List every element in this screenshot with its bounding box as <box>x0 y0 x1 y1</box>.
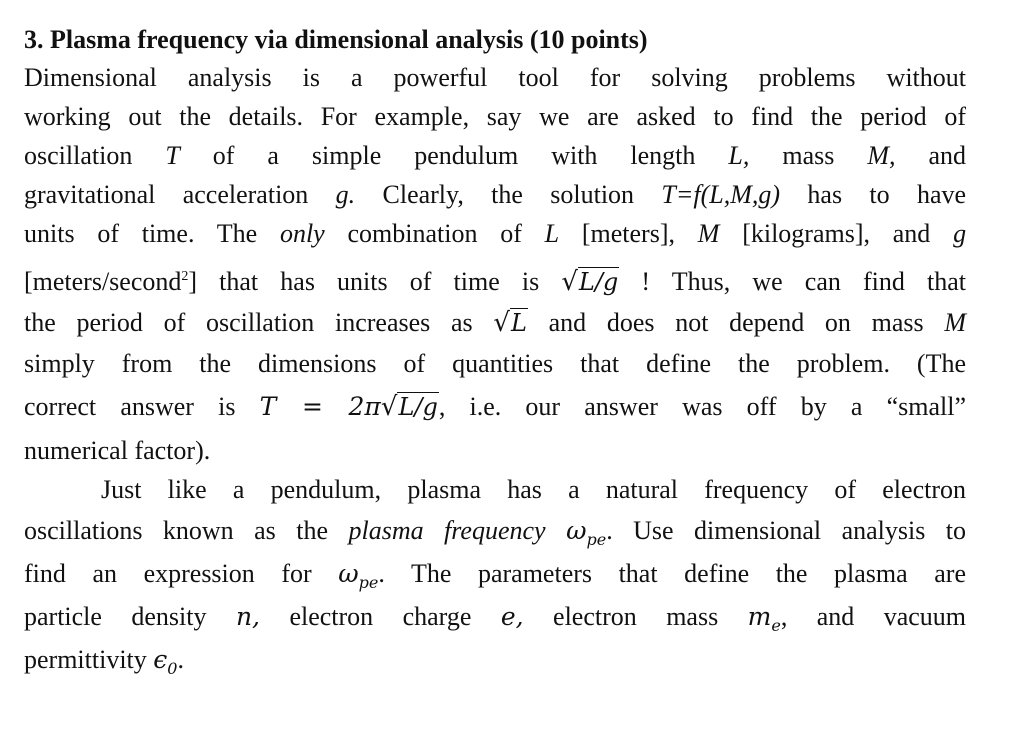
var-T: T <box>165 141 180 170</box>
text: [meters], <box>581 219 675 248</box>
radical-sign-icon: √ <box>493 308 510 338</box>
emphasis-plasma-frequency: plasma frequency <box>348 516 546 545</box>
p1-line-4 <box>24 175 966 214</box>
text: . <box>177 645 184 674</box>
text: correct answer is <box>24 392 236 421</box>
text: electron charge <box>289 602 472 631</box>
p1-line-6 <box>24 253 966 301</box>
text: has to have <box>807 180 967 209</box>
var-g: g <box>953 219 967 248</box>
p1-line-2: working out the details. For example, say we are asked to find the period of <box>24 102 966 131</box>
symbol-omega-pe <box>338 559 379 592</box>
equation <box>260 392 439 421</box>
radical-sign-icon: √ <box>380 392 398 422</box>
text: Clearly, the solution <box>382 180 635 209</box>
text: oscillation <box>24 141 133 170</box>
text <box>24 267 539 296</box>
p2-line-1: Just like a pendulum, plasma has a natural frequency of electron <box>101 475 966 504</box>
radicand: L/g <box>578 268 619 296</box>
paragraph-1 <box>24 58 966 470</box>
text: , i.e. our answer was off by a “small” <box>438 392 966 421</box>
radicand: L/g <box>398 393 438 421</box>
var-M: M <box>697 219 720 248</box>
text: combination of <box>347 219 522 248</box>
sqrt-l-over-g <box>381 383 439 431</box>
text: electron mass <box>553 602 719 631</box>
p1-line-1: Dimensional analysis is a powerful tool for solving problems without <box>24 63 966 92</box>
radical-sign-icon: √ <box>561 267 578 297</box>
p2-line-4 <box>24 595 966 638</box>
var-M: M <box>944 308 967 337</box>
text: , and vacuum <box>780 602 967 631</box>
problem-document <box>24 22 966 681</box>
p2-line-2 <box>24 509 966 552</box>
text: find an expression for <box>24 559 312 588</box>
p2-line-5 <box>24 638 966 681</box>
problem-title: 3. Plasma frequency via dimensional analysis (10 points) <box>24 25 648 54</box>
radicand: L <box>510 309 527 337</box>
text: ] that has units of time is <box>188 267 540 296</box>
p1-line-5 <box>24 214 966 253</box>
sqrt-l-over-g <box>561 258 619 306</box>
subscript: 0 <box>167 659 178 678</box>
paragraph-2 <box>24 470 966 681</box>
text: [meters/second <box>24 267 182 296</box>
omega: ω <box>338 559 359 588</box>
text: of a simple pendulum with length <box>212 141 696 170</box>
epsilon: ϵ <box>153 645 168 674</box>
var-g: g. <box>335 180 356 209</box>
text: oscillations known as the <box>24 516 329 545</box>
emphasis-only: only <box>279 219 325 248</box>
text: permittivity <box>24 645 147 674</box>
text: gravitational acceleration <box>24 180 309 209</box>
var-m-e <box>747 602 781 635</box>
subscript: e <box>771 616 781 635</box>
function-expression: T=f(L,M,g) <box>661 180 781 209</box>
var-epsilon-0 <box>153 645 178 678</box>
omega: ω <box>566 516 587 545</box>
sqrt-l <box>493 301 528 345</box>
p1-line-8: simply from the dimensions of quantities that define the problem. (The <box>24 349 966 378</box>
text: mass <box>782 141 835 170</box>
text: [kilograms], and <box>742 219 931 248</box>
var-L: L, <box>728 141 750 170</box>
p1-line-10: numerical factor). <box>24 436 211 465</box>
text: the period of oscillation increases as <box>24 308 473 337</box>
text: units of time. The <box>24 219 258 248</box>
text: . The parameters that define the plasma are <box>378 559 966 588</box>
subscript: pe <box>586 530 607 549</box>
text: ! Thus, we can find that <box>641 267 966 296</box>
p1-line-3 <box>24 136 966 175</box>
p1-line-9 <box>24 383 966 431</box>
p2-line-3 <box>24 552 966 595</box>
text: and does not depend on mass <box>548 308 924 337</box>
p1-line-7 <box>24 301 966 344</box>
text: . Use dimensional analysis to <box>606 516 967 545</box>
var-L: L <box>544 219 560 248</box>
equation-lhs: T = 2π <box>259 392 381 421</box>
superscript-2: 2 <box>181 269 189 284</box>
var-n: n, <box>235 602 260 631</box>
symbol-omega-pe <box>566 516 607 549</box>
subscript: pe <box>358 573 379 592</box>
text: particle density <box>24 602 207 631</box>
var-e: e, <box>500 602 524 631</box>
var-M: M, <box>867 141 896 170</box>
m: m <box>747 602 772 631</box>
text: and <box>928 141 967 170</box>
